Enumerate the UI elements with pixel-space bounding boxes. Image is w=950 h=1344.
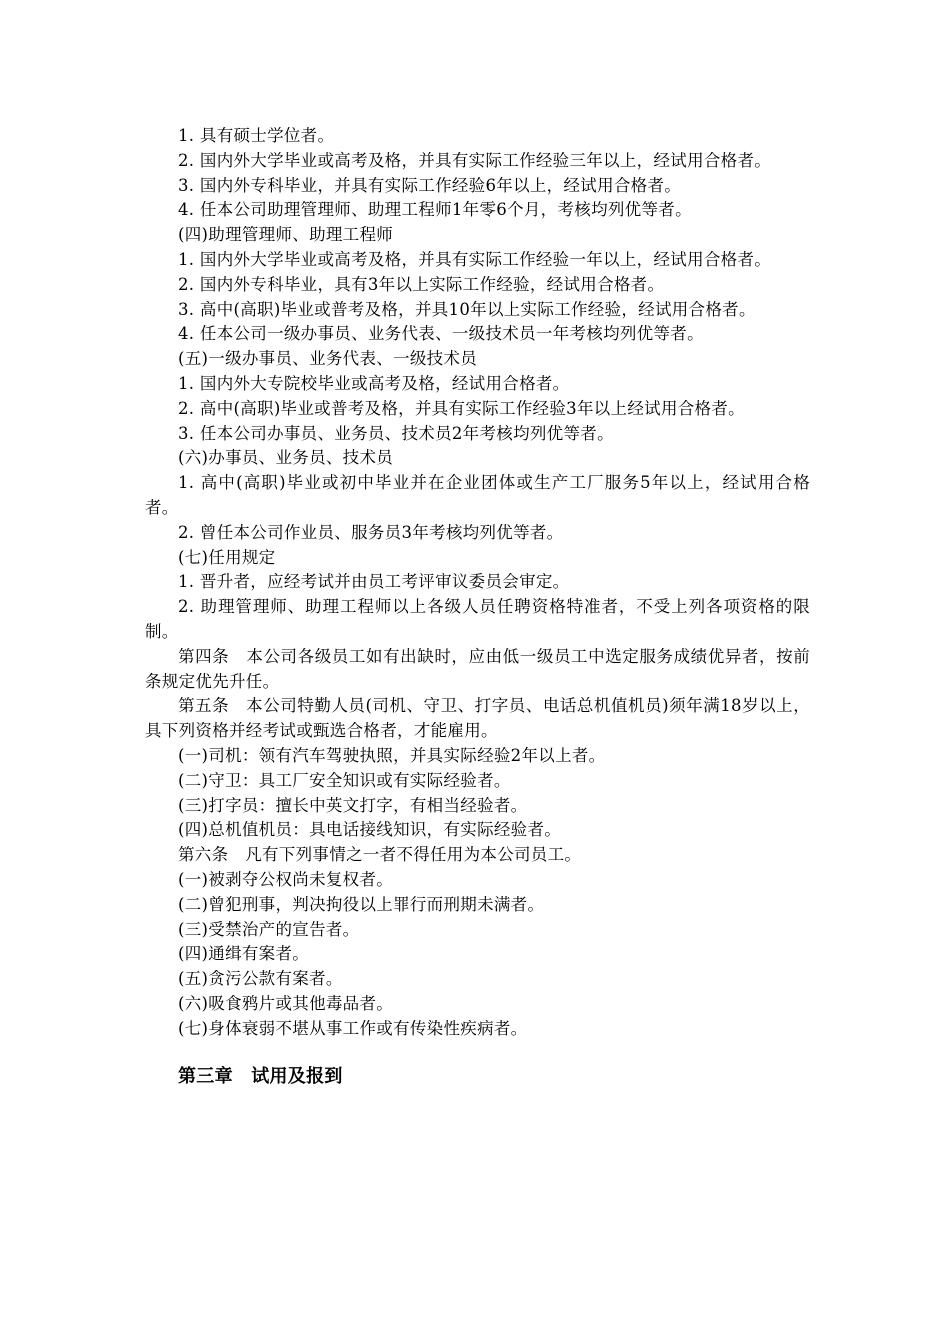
article-paragraph: 第五条 本公司特勤人员(司机、守卫、打字员、电话总机值机员)须年满18岁以上，具下列资格并经考试或甄选合格者，才能雇用。 — [145, 696, 810, 741]
paragraph: (四)通缉有案者。 — [178, 944, 310, 964]
paragraph: 3. 高中(高职)毕业或普考及格，并具10年以上实际工作经验，经试用合格者。 — [178, 299, 756, 319]
paragraph: (三)受禁治产的宣告者。 — [178, 919, 360, 939]
paragraph: 4. 任本公司助理管理师、助理工程师1年零6个月，考核均列优等者。 — [178, 200, 692, 220]
paragraph: 2. 高中(高职)毕业或普考及格，并具有实际工作经验3年以上经试用合格者。 — [178, 398, 745, 418]
section-heading: (七)任用规定 — [178, 547, 276, 567]
paragraph: 1. 高中(高职)毕业或初中毕业并在企业团体或生产工厂服务5年以上，经试用合格者。 — [145, 473, 810, 517]
article-paragraph: 第四条 本公司各级员工如有出缺时，应由低一级员工中选定服务成绩优异者，按前条规定优先升任。 — [145, 646, 810, 691]
chapter-heading: 第三章 试用及报到 — [178, 1066, 343, 1088]
paragraph: 1. 晋升者，应经考试并由员工考评审议委员会审定。 — [178, 572, 570, 592]
paragraph: 3. 国内外专科毕业，并具有实际工作经验6年以上，经试用合格者。 — [178, 175, 682, 195]
paragraph: 4. 任本公司一级办事员、业务代表、一级技术员一年考核均列优等者。 — [178, 324, 704, 344]
paragraph: 1. 具有硕士学位者。 — [178, 126, 335, 145]
document-page — [145, 124, 810, 1091]
article-paragraph: 第六条 凡有下列事情之一者不得任用为本公司员工。 — [178, 845, 582, 865]
paragraph: (五)贪污公款有案者。 — [178, 969, 343, 989]
paragraph: (三)打字员：擅长中英文打字，有相当经验者。 — [178, 795, 528, 815]
paragraph: (二)曾犯刑事，判决拘役以上罪行而刑期未满者。 — [178, 894, 545, 914]
paragraph: 2. 曾任本公司作业员、服务员3年考核均列优等者。 — [178, 522, 564, 542]
section-heading: (五)一级办事员、业务代表、一级技术员 — [178, 349, 478, 369]
paragraph: (一)被剥夺公权尚未复权者。 — [178, 869, 394, 889]
paragraph: 2. 国内外大学毕业或高考及格，并具有实际工作经验三年以上，经试用合格者。 — [178, 150, 772, 170]
paragraph: 1. 国内外大学毕业或高考及格，并具有实际工作经验一年以上，经试用合格者。 — [178, 249, 772, 269]
paragraph: (四)总机值机员：具电话接线知识，有实际经验者。 — [178, 820, 562, 840]
paragraph: 2. 国内外专科毕业，具有3年以上实际工作经验，经试用合格者。 — [178, 274, 665, 294]
section-heading: (六)办事员、业务员、技术员 — [178, 448, 394, 468]
paragraph: 2. 助理管理师、助理工程师以上各级人员任聘资格特准者，不受上列各项资格的限制。 — [145, 597, 810, 641]
paragraph: (六)吸食鸦片或其他毒品者。 — [178, 993, 394, 1013]
paragraph: (二)守卫：具工厂安全知识或有实际经验者。 — [178, 770, 511, 790]
paragraph: (一)司机：领有汽车驾驶执照，并具实际经验2年以上者。 — [178, 745, 606, 765]
paragraph: 1. 国内外大专院校毕业或高考及格，经试用合格者。 — [178, 373, 570, 393]
section-heading: (四)助理管理师、助理工程师 — [178, 225, 394, 245]
paragraph: (七)身体衰弱不堪从事工作或有传染性疾病者。 — [178, 1018, 528, 1038]
paragraph: 3. 任本公司办事员、业务员、技术员2年考核均列优等者。 — [178, 423, 614, 443]
